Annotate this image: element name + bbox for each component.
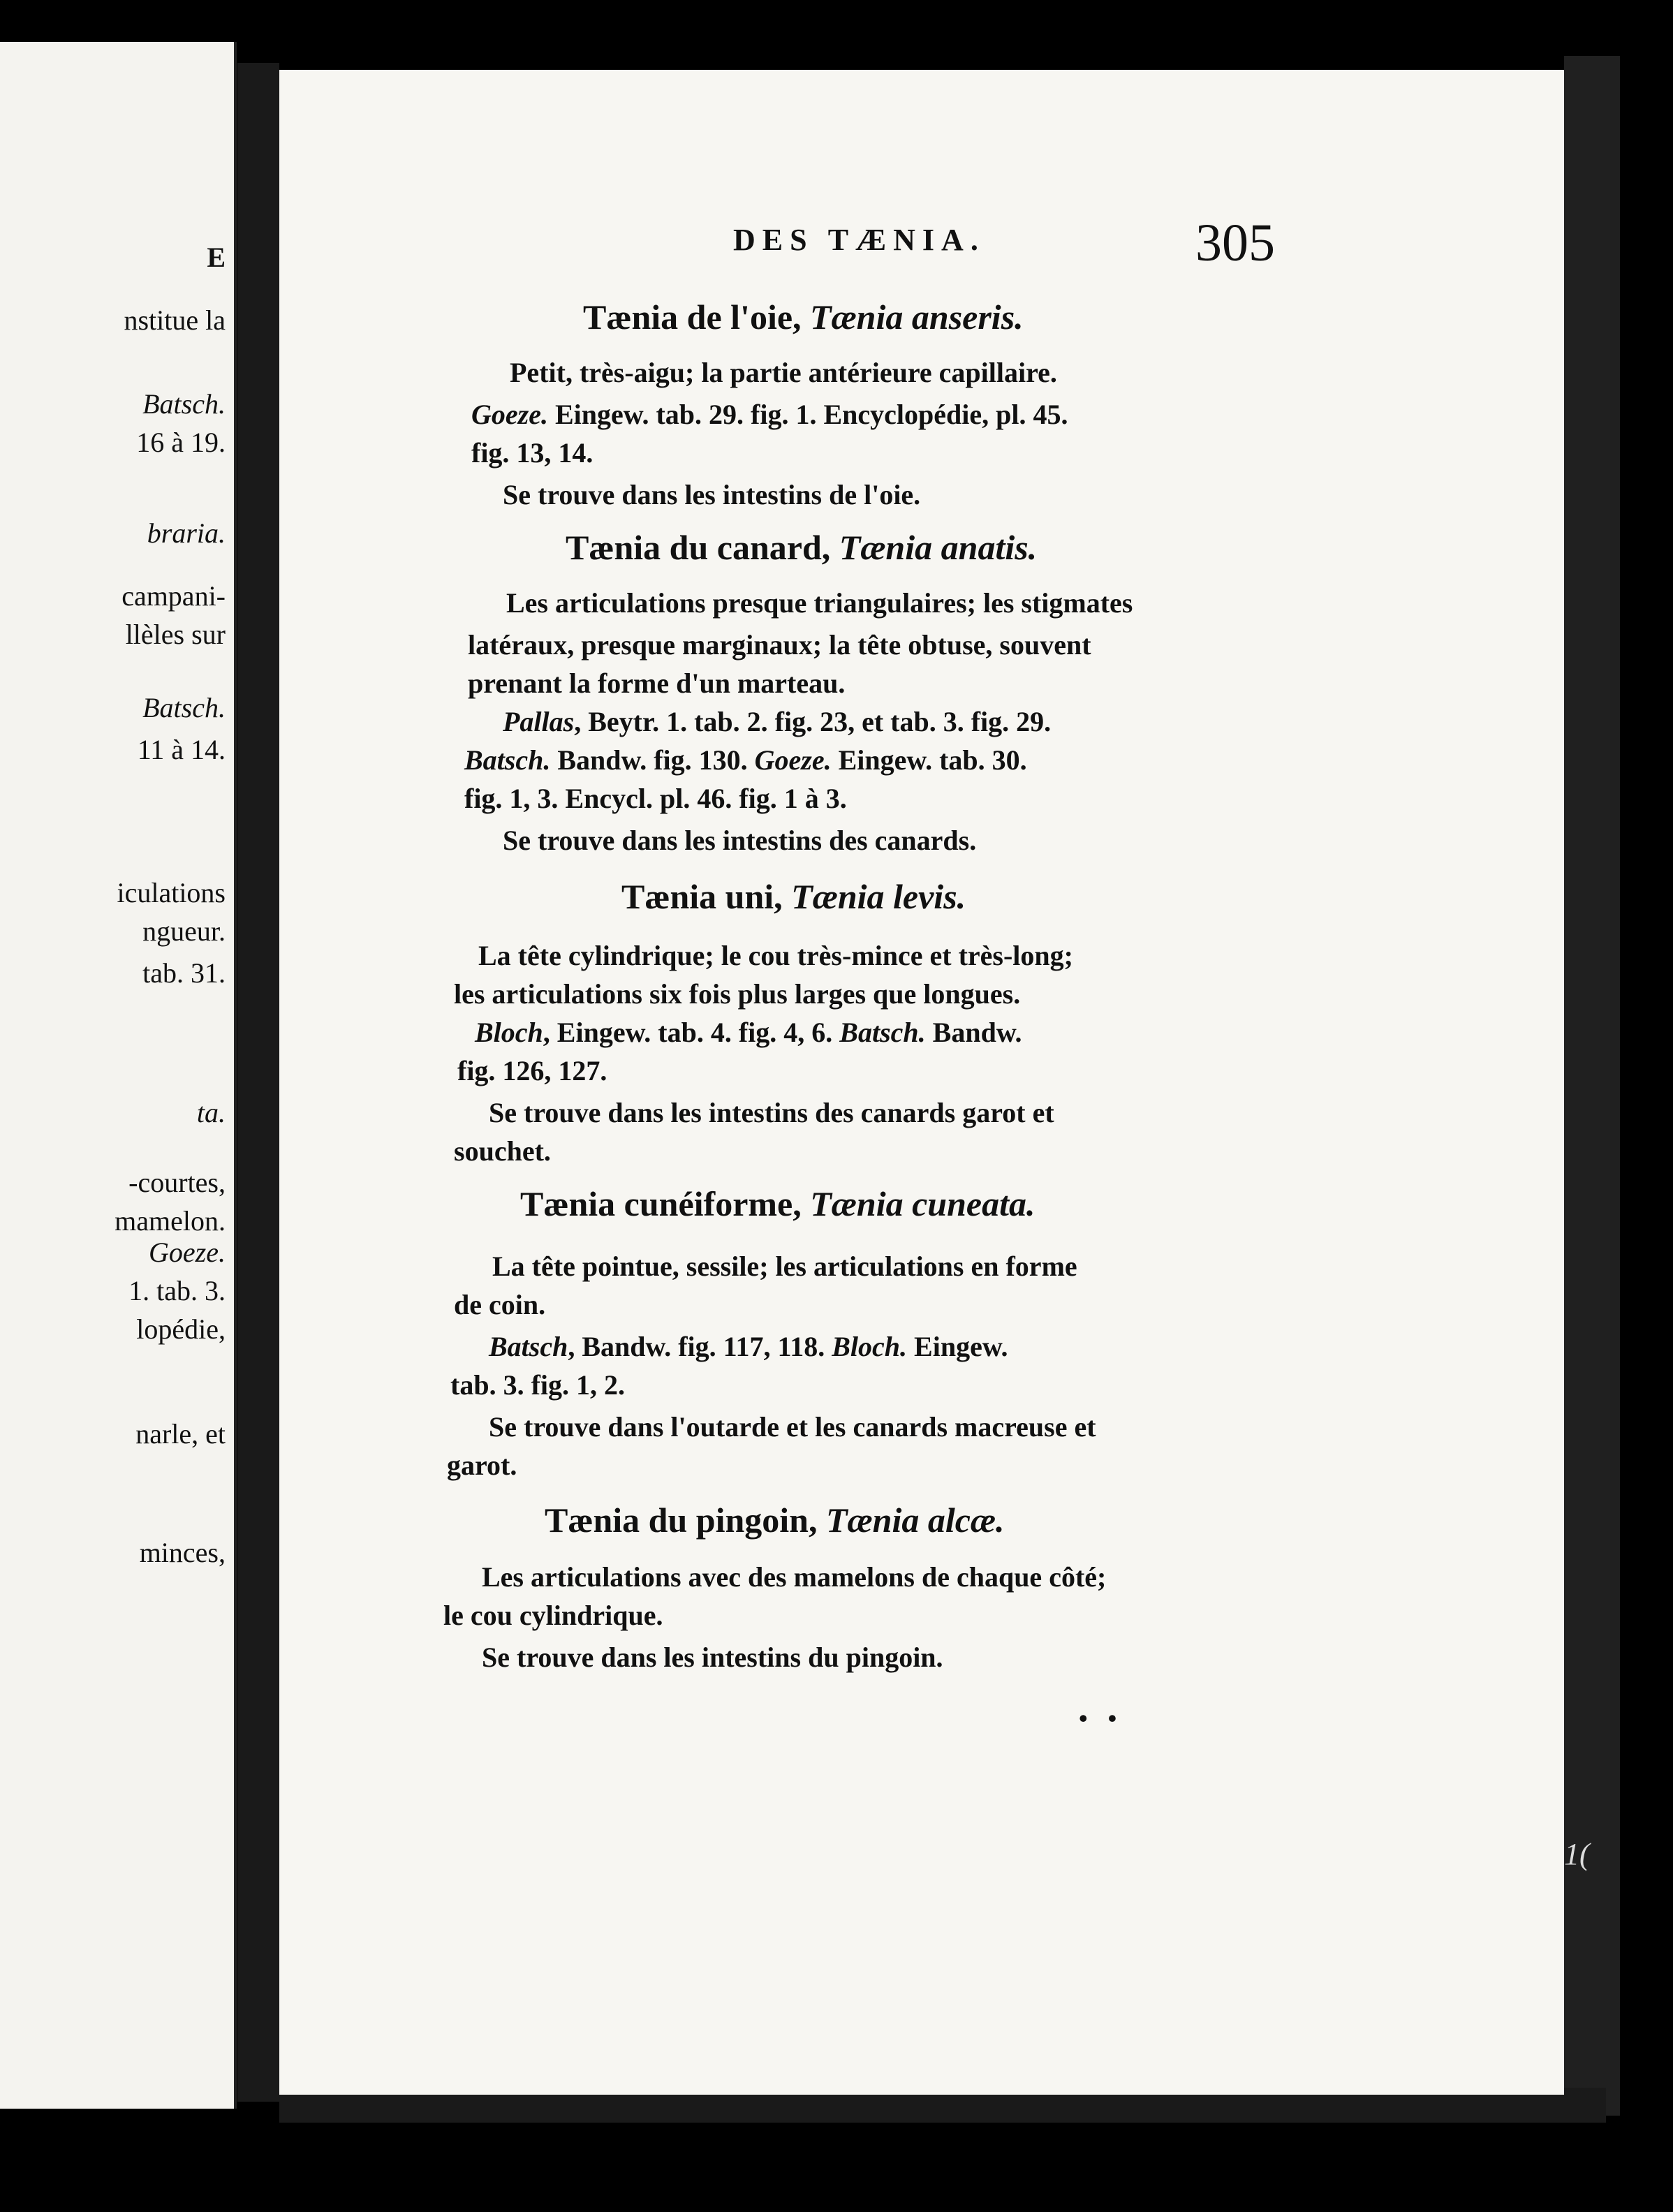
line-text: La tête cylindrique; le cou très-mince et très-long; xyxy=(478,940,1073,971)
line-text: Se trouve dans les intestins du pingoin. xyxy=(482,1642,943,1673)
line-text: prenant la forme d'un marteau. xyxy=(468,668,846,699)
author-reference: Batsch. xyxy=(464,744,551,776)
page-edge xyxy=(1564,56,1620,2116)
left-page-line: llèles sur xyxy=(125,619,226,650)
entry-title xyxy=(621,876,966,917)
line-text: garot. xyxy=(447,1450,517,1481)
line-text: Se trouve dans les intestins des canards. xyxy=(503,825,977,856)
left-page-line: iculations xyxy=(117,877,226,908)
line-text: de coin. xyxy=(454,1289,546,1320)
entry-line xyxy=(454,1135,551,1167)
line-text: fig. 126, 127. xyxy=(457,1055,607,1086)
left-page-line: 11 à 14. xyxy=(137,734,226,765)
running-title: DES TÆNIA. xyxy=(733,223,985,257)
line-text: tab. 3. fig. 1, 2. xyxy=(450,1369,625,1401)
entry-line xyxy=(443,1599,663,1632)
line-text: Eingew. tab. 30. xyxy=(831,744,1027,776)
entry-line xyxy=(478,939,1073,972)
entry-title xyxy=(520,1184,1035,1224)
line-text: , Bandw. fig. 117, 118. xyxy=(568,1331,832,1362)
line-text: Se trouve dans les intestins de l'oie. xyxy=(503,479,921,510)
entry-line xyxy=(506,587,1133,619)
left-page-line: tab. 31. xyxy=(142,957,226,989)
line-text: Les articulations presque triangulaires; les stigmates xyxy=(506,587,1133,619)
author-reference: Bloch xyxy=(475,1017,543,1048)
line-text: fig. 13, 14. xyxy=(471,437,594,469)
line-text: le cou cylindrique. xyxy=(443,1600,663,1631)
line-text: Se trouve dans l'outarde et les canards macreuse et xyxy=(489,1411,1096,1443)
entry-latin-name: Tænia anseris. xyxy=(810,297,1024,337)
corner-mark: 1( xyxy=(1564,1837,1590,1871)
entry-line xyxy=(471,398,1068,431)
entry-line xyxy=(464,744,1027,776)
line-text: Eingew. tab. 29. fig. 1. Encyclopédie, pl. 45. xyxy=(547,399,1068,430)
left-page-line: 16 à 19. xyxy=(136,427,226,458)
entry-common-name: Tænia de l'oie, xyxy=(583,297,811,337)
left-page-line: E xyxy=(207,242,226,273)
left-page-line: ta. xyxy=(196,1097,226,1128)
line-text: Se trouve dans les intestins des canards garot et xyxy=(489,1097,1054,1128)
entry-title xyxy=(583,297,1024,337)
left-page-line: campani- xyxy=(121,580,226,612)
left-page xyxy=(0,42,237,2109)
left-page-line: Batsch. xyxy=(142,692,226,723)
entry-line xyxy=(450,1369,625,1401)
entry-line xyxy=(447,1449,517,1482)
entry-line xyxy=(482,1641,943,1674)
book-gutter xyxy=(237,63,279,2102)
entry-latin-name: Tænia cuneata. xyxy=(810,1184,1036,1223)
line-text: La tête pointue, sessile; les articulations en forme xyxy=(492,1251,1077,1282)
entry-line xyxy=(492,1250,1077,1283)
left-page-line: minces, xyxy=(139,1537,226,1568)
line-text: Eingew. xyxy=(907,1331,1008,1362)
entry-latin-name: Tænia alcæ. xyxy=(825,1501,1005,1540)
left-page-line: 1. tab. 3. xyxy=(128,1275,226,1306)
author-reference: Goeze. xyxy=(471,399,548,430)
left-page-line: Goeze. xyxy=(149,1237,226,1268)
entry-line xyxy=(454,1288,545,1321)
line-text: souchet. xyxy=(454,1135,551,1167)
page-number: 305 xyxy=(1195,214,1275,272)
line-text: , Beytr. 1. tab. 2. fig. 23, et tab. 3. fig. 29. xyxy=(574,706,1052,737)
entry-line xyxy=(482,1561,1106,1593)
line-text: Bandw. xyxy=(925,1017,1022,1048)
line-text: fig. 1, 3. Encycl. pl. 46. fig. 1 à 3. xyxy=(464,783,847,814)
entry-line xyxy=(454,978,1020,1010)
author-reference: Goeze. xyxy=(754,744,832,776)
entry-line xyxy=(468,667,845,700)
entry-title xyxy=(545,1500,1005,1540)
entry-line xyxy=(471,436,593,469)
author-reference: Batsch xyxy=(489,1331,568,1362)
left-page-line: lopédie, xyxy=(136,1313,226,1345)
author-reference: Batsch. xyxy=(839,1017,926,1048)
entry-line xyxy=(468,628,1091,661)
entry-line xyxy=(489,1410,1096,1443)
author-reference: Bloch. xyxy=(832,1331,908,1362)
entry-latin-name: Tænia levis. xyxy=(791,877,966,916)
left-page-line: Batsch. xyxy=(142,388,226,420)
entry-line xyxy=(503,824,976,857)
entry-common-name: Tænia du pingoin, xyxy=(545,1501,826,1540)
entry-line xyxy=(457,1054,607,1087)
entry-common-name: Tænia cunéiforme, xyxy=(520,1184,811,1223)
left-page-line: narle, et xyxy=(135,1418,226,1450)
left-page-line: nstitue la xyxy=(124,304,226,336)
line-text: , Eingew. tab. 4. fig. 4, 6. xyxy=(543,1017,840,1048)
author-reference: Pallas xyxy=(503,706,575,737)
left-page-line: ngueur. xyxy=(142,915,226,947)
line-text: Petit, très-aigu; la partie antérieure capillaire. xyxy=(510,357,1057,388)
entry-line xyxy=(503,705,1051,738)
entry-title xyxy=(566,527,1037,568)
entry-line xyxy=(510,356,1057,389)
entry-common-name: Tænia uni, xyxy=(621,877,792,916)
entry-line xyxy=(475,1016,1022,1049)
line-text: Bandw. fig. 130. xyxy=(550,744,755,776)
left-page-line: -courtes, xyxy=(128,1167,226,1198)
end-ornament: • • xyxy=(1079,1704,1124,1732)
left-page-line: mamelon. xyxy=(115,1205,226,1237)
entry-common-name: Tænia du canard, xyxy=(566,528,839,567)
line-text: les articulations six fois plus larges que longues. xyxy=(454,978,1021,1010)
entry-latin-name: Tænia anatis. xyxy=(839,528,1038,567)
entry-line xyxy=(489,1330,1008,1363)
entry-line xyxy=(464,782,847,815)
entry-line xyxy=(489,1096,1054,1129)
line-text: latéraux, presque marginaux; la tête obtuse, souvent xyxy=(468,629,1091,661)
line-text: Les articulations avec des mamelons de chaque côté; xyxy=(482,1561,1107,1593)
left-page-line: braria. xyxy=(147,517,226,549)
entry-line xyxy=(503,478,920,511)
